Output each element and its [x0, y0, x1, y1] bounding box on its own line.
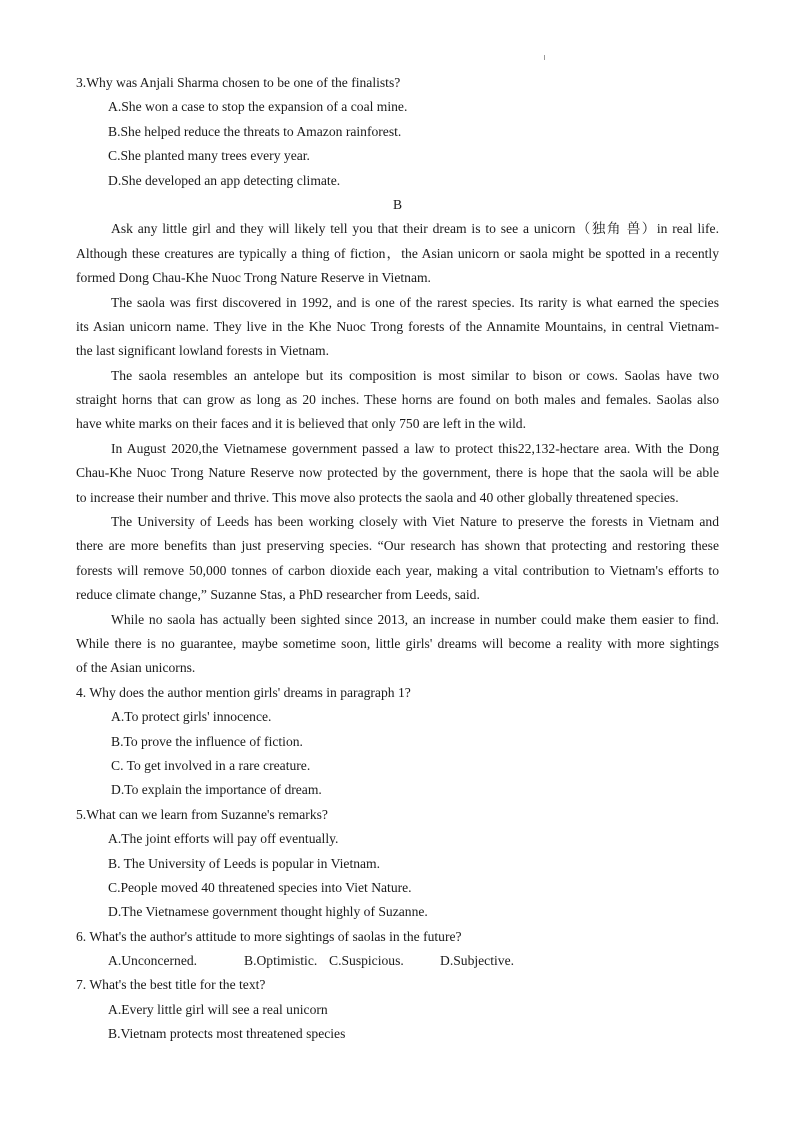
q4-option-b: B.To prove the influence of fiction.	[111, 733, 303, 749]
passage-line: In August 2020,the Vietnamese government passed a law to protect this22,132-hectare area. With the Dong	[111, 440, 719, 456]
passage-line: The saola resembles an antelope but its composition is most similar to bison or cows. Saolas have two	[111, 367, 719, 383]
q3-option-a: A.She won a case to stop the expansion of a coal mine.	[108, 99, 408, 115]
passage-line: the last significant lowland forests in Vietnam.	[76, 343, 330, 359]
passage-line: While there is no guarantee, maybe sometime soon, little girls' dreams will become a reality with more sightings	[76, 635, 719, 651]
q4-option-d: D.To explain the importance of dream.	[111, 782, 322, 798]
question-6: 6. What's the author's attitude to more sightings of saolas in the future?	[76, 928, 462, 944]
passage-line: there are more benefits than just preserving species. “Our research has shown that protecting and restoring these	[76, 538, 719, 554]
passage-line: Chau-Khe Nuoc Trong Nature Reserve now protected by the government, there is hope that the saola will be able	[76, 465, 719, 481]
q3-option-b: B.She helped reduce the threats to Amazon rainforest.	[108, 123, 402, 139]
passage-line: While no saola has actually been sighted since 2013, an increase in number could make them easier to find.	[111, 611, 719, 627]
q5-option-c: C.People moved 40 threatened species into Viet Nature.	[108, 879, 412, 895]
q7-option-b: B.Vietnam protects most threatened species	[108, 1026, 346, 1042]
q5-option-b: B. The University of Leeds is popular in Vietnam.	[108, 855, 381, 871]
passage-line: forests will remove 50,000 tonnes of carbon dioxide each year, making a vital contribution to Vietnam's efforts to	[76, 562, 719, 578]
passage-paragraph-6	[76, 608, 719, 681]
q6-option-d: D.Subjective.	[440, 953, 514, 969]
q6-option-c: C.Suspicious.	[329, 953, 404, 969]
question-4: 4. Why does the author mention girls' dreams in paragraph 1?	[76, 684, 411, 700]
q6-option-b: B.Optimistic.	[244, 953, 318, 969]
document-page	[76, 71, 719, 1047]
q4-option-c: C. To get involved in a rare creature.	[111, 757, 311, 773]
q6-options	[76, 949, 719, 973]
q5-option-a: A.The joint efforts will pay off eventually.	[108, 831, 339, 847]
passage-line: to increase their number and thrive. This move also protects the saola and 40 other globally threatened species.	[76, 489, 679, 505]
passage-line: Ask any little girl and they will likely tell you that their dream is to see a unicorn（独角 兽）in real life.	[111, 221, 719, 237]
scan-mark	[544, 55, 545, 60]
q4-option-a: A.To protect girls' innocence.	[111, 709, 272, 725]
passage-paragraph-5	[76, 510, 719, 608]
q5-option-d: D.The Vietnamese government thought highly of Suzanne.	[108, 904, 428, 920]
question-7: 7. What's the best title for the text?	[76, 977, 266, 993]
passage-line: straight horns that can grow as long as 20 inches. These horns are found on both males and females. Saolas also	[76, 392, 719, 408]
section-label: B	[392, 196, 403, 212]
passage-line: reduce climate change,” Suzanne Stas, a PhD researcher from Leeds, said.	[76, 587, 480, 603]
passage-paragraph-1	[76, 217, 719, 290]
passage-line: Although these creatures are typically a thing of fiction，the Asian unicorn or saola might be spotted in a recently	[76, 245, 719, 261]
passage-line: The saola was first discovered in 1992, and is one of the rarest species. Its rarity is what earned the species	[111, 294, 719, 310]
question-5: 5.What can we learn from Suzanne's remarks?	[76, 806, 328, 822]
question-3: 3.Why was Anjali Sharma chosen to be one of the finalists?	[76, 75, 401, 90]
passage-line: The University of Leeds has been working closely with Viet Nature to preserve the forests in Vietnam and	[111, 514, 719, 530]
q3-option-c: C.She planted many trees every year.	[108, 148, 310, 164]
passage-line: its Asian unicorn name. They live in the Khe Nuoc Trong forests of the Annamite Mountains, in central Vietnam-	[76, 318, 719, 334]
passage-paragraph-3	[76, 364, 719, 437]
q7-option-a: A.Every little girl will see a real unicorn	[108, 1001, 328, 1017]
passage-paragraph-4	[76, 437, 719, 510]
passage-line: have white marks on their faces and it is believed that only 750 are left in the wild.	[76, 416, 526, 432]
passage-line: of the Asian unicorns.	[76, 660, 196, 676]
passage-paragraph-2	[76, 291, 719, 364]
q3-option-d: D.She developed an app detecting climate.	[108, 172, 341, 188]
q6-option-a: A.Unconcerned.	[108, 953, 198, 969]
passage-line: formed Dong Chau-Khe Nuoc Trong Nature Reserve in Vietnam.	[76, 270, 431, 286]
